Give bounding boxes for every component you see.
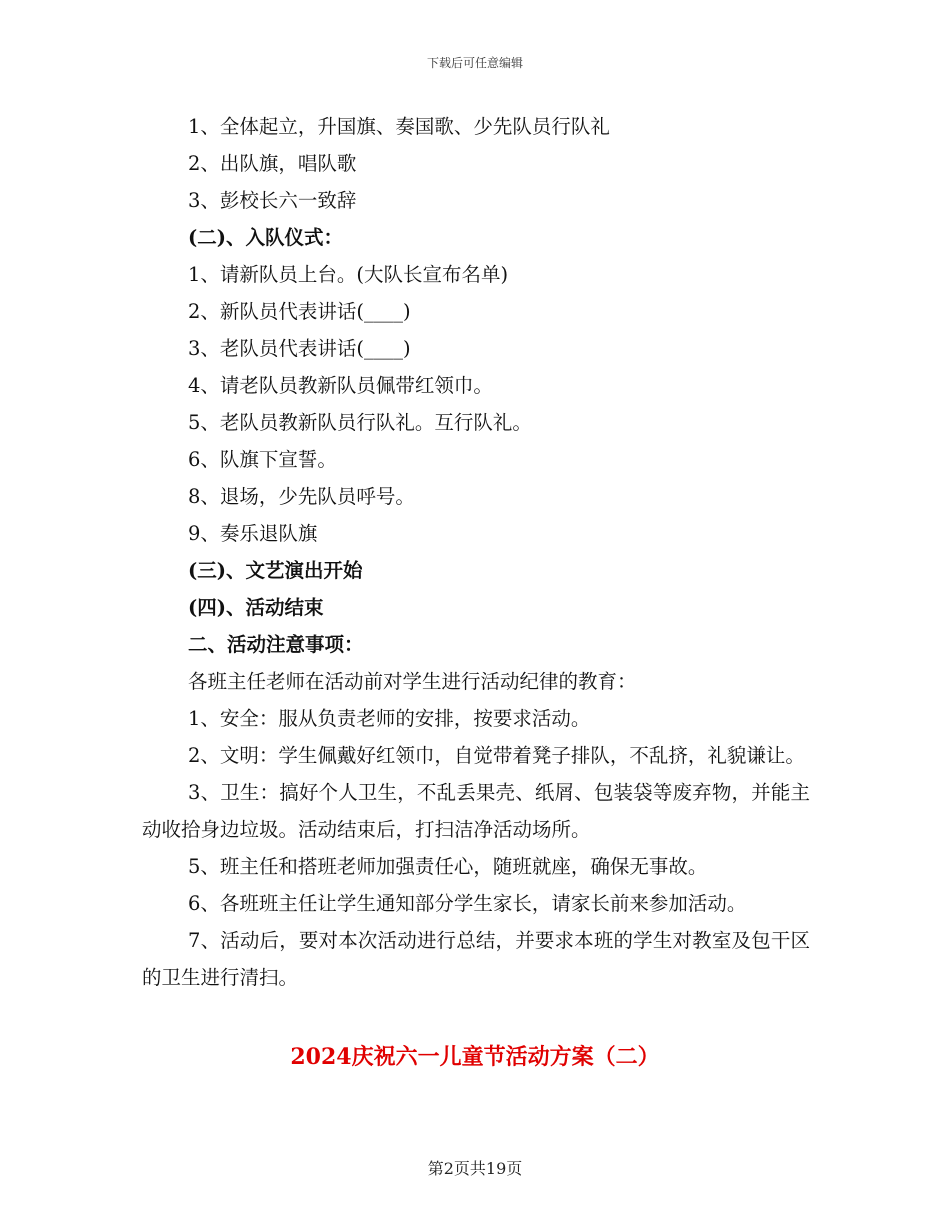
subsection-heading-induction: (二)、入队仪式： <box>188 226 343 249</box>
list-item-salute: 5、老队员教新队员行队礼。互行队礼。 <box>188 411 532 434</box>
paragraph-notes-intro: 各班主任老师在活动前对学生进行活动纪律的教育： <box>188 670 637 693</box>
note-item-civility: 2、文明：学生佩戴好红领巾，自觉带着凳子排队，不乱挤，礼貌谦让。 <box>188 744 805 767</box>
list-item-principal-speech: 3、彭校长六一致辞 <box>188 189 357 212</box>
list-item-oath: 6、队旗下宣誓。 <box>188 448 337 471</box>
section-title: 2024庆祝六一儿童节活动方案（二） <box>290 1044 660 1070</box>
list-item-exit: 8、退场，少先队员呼号。 <box>188 485 415 508</box>
note-item-parents: 6、各班班主任让学生通知部分学生家长，请家长前来参加活动。 <box>188 892 747 915</box>
note-item-summary: 7、活动后，要对本次活动进行总结，并要求本班的学生对教室及包干区的卫生进行清扫。 <box>142 929 810 989</box>
list-item-old-member-speech: 3、老队员代表讲话(____) <box>188 337 411 360</box>
list-item-team-flag: 2、出队旗，唱队歌 <box>188 152 357 175</box>
subsection-heading-end: (四)、活动结束 <box>188 596 324 619</box>
section-heading-notes: 二、活动注意事项： <box>188 633 364 656</box>
note-item-safety: 1、安全：服从负责老师的安排，按要求活动。 <box>188 707 591 730</box>
note-item-responsibility: 5、班主任和搭班老师加强责任心，随班就座，确保无事故。 <box>188 855 708 878</box>
note-item-hygiene: 3、卫生：搞好个人卫生，不乱丢果壳、纸屑、包装袋等废弃物，并能主动收拾身边垃圾。活动结束后，打扫洁净活动场所。 <box>142 781 810 841</box>
page-footer: 第2页共19页 <box>427 1159 523 1178</box>
list-item-scarf: 4、请老队员教新队员佩带红领巾。 <box>188 374 493 397</box>
subsection-heading-performance: (三)、文艺演出开始 <box>188 559 363 582</box>
list-item-raise-flag: 1、全体起立，升国旗、奏国歌、少先队员行队礼 <box>188 115 610 138</box>
page-header: 下载后可任意编辑 <box>426 56 523 70</box>
list-item-music: 9、奏乐退队旗 <box>188 522 318 545</box>
list-item-new-members: 1、请新队员上台。(大队长宣布名单) <box>188 263 509 286</box>
list-item-new-member-speech: 2、新队员代表讲话(____) <box>188 300 411 323</box>
document-body <box>142 108 810 996</box>
